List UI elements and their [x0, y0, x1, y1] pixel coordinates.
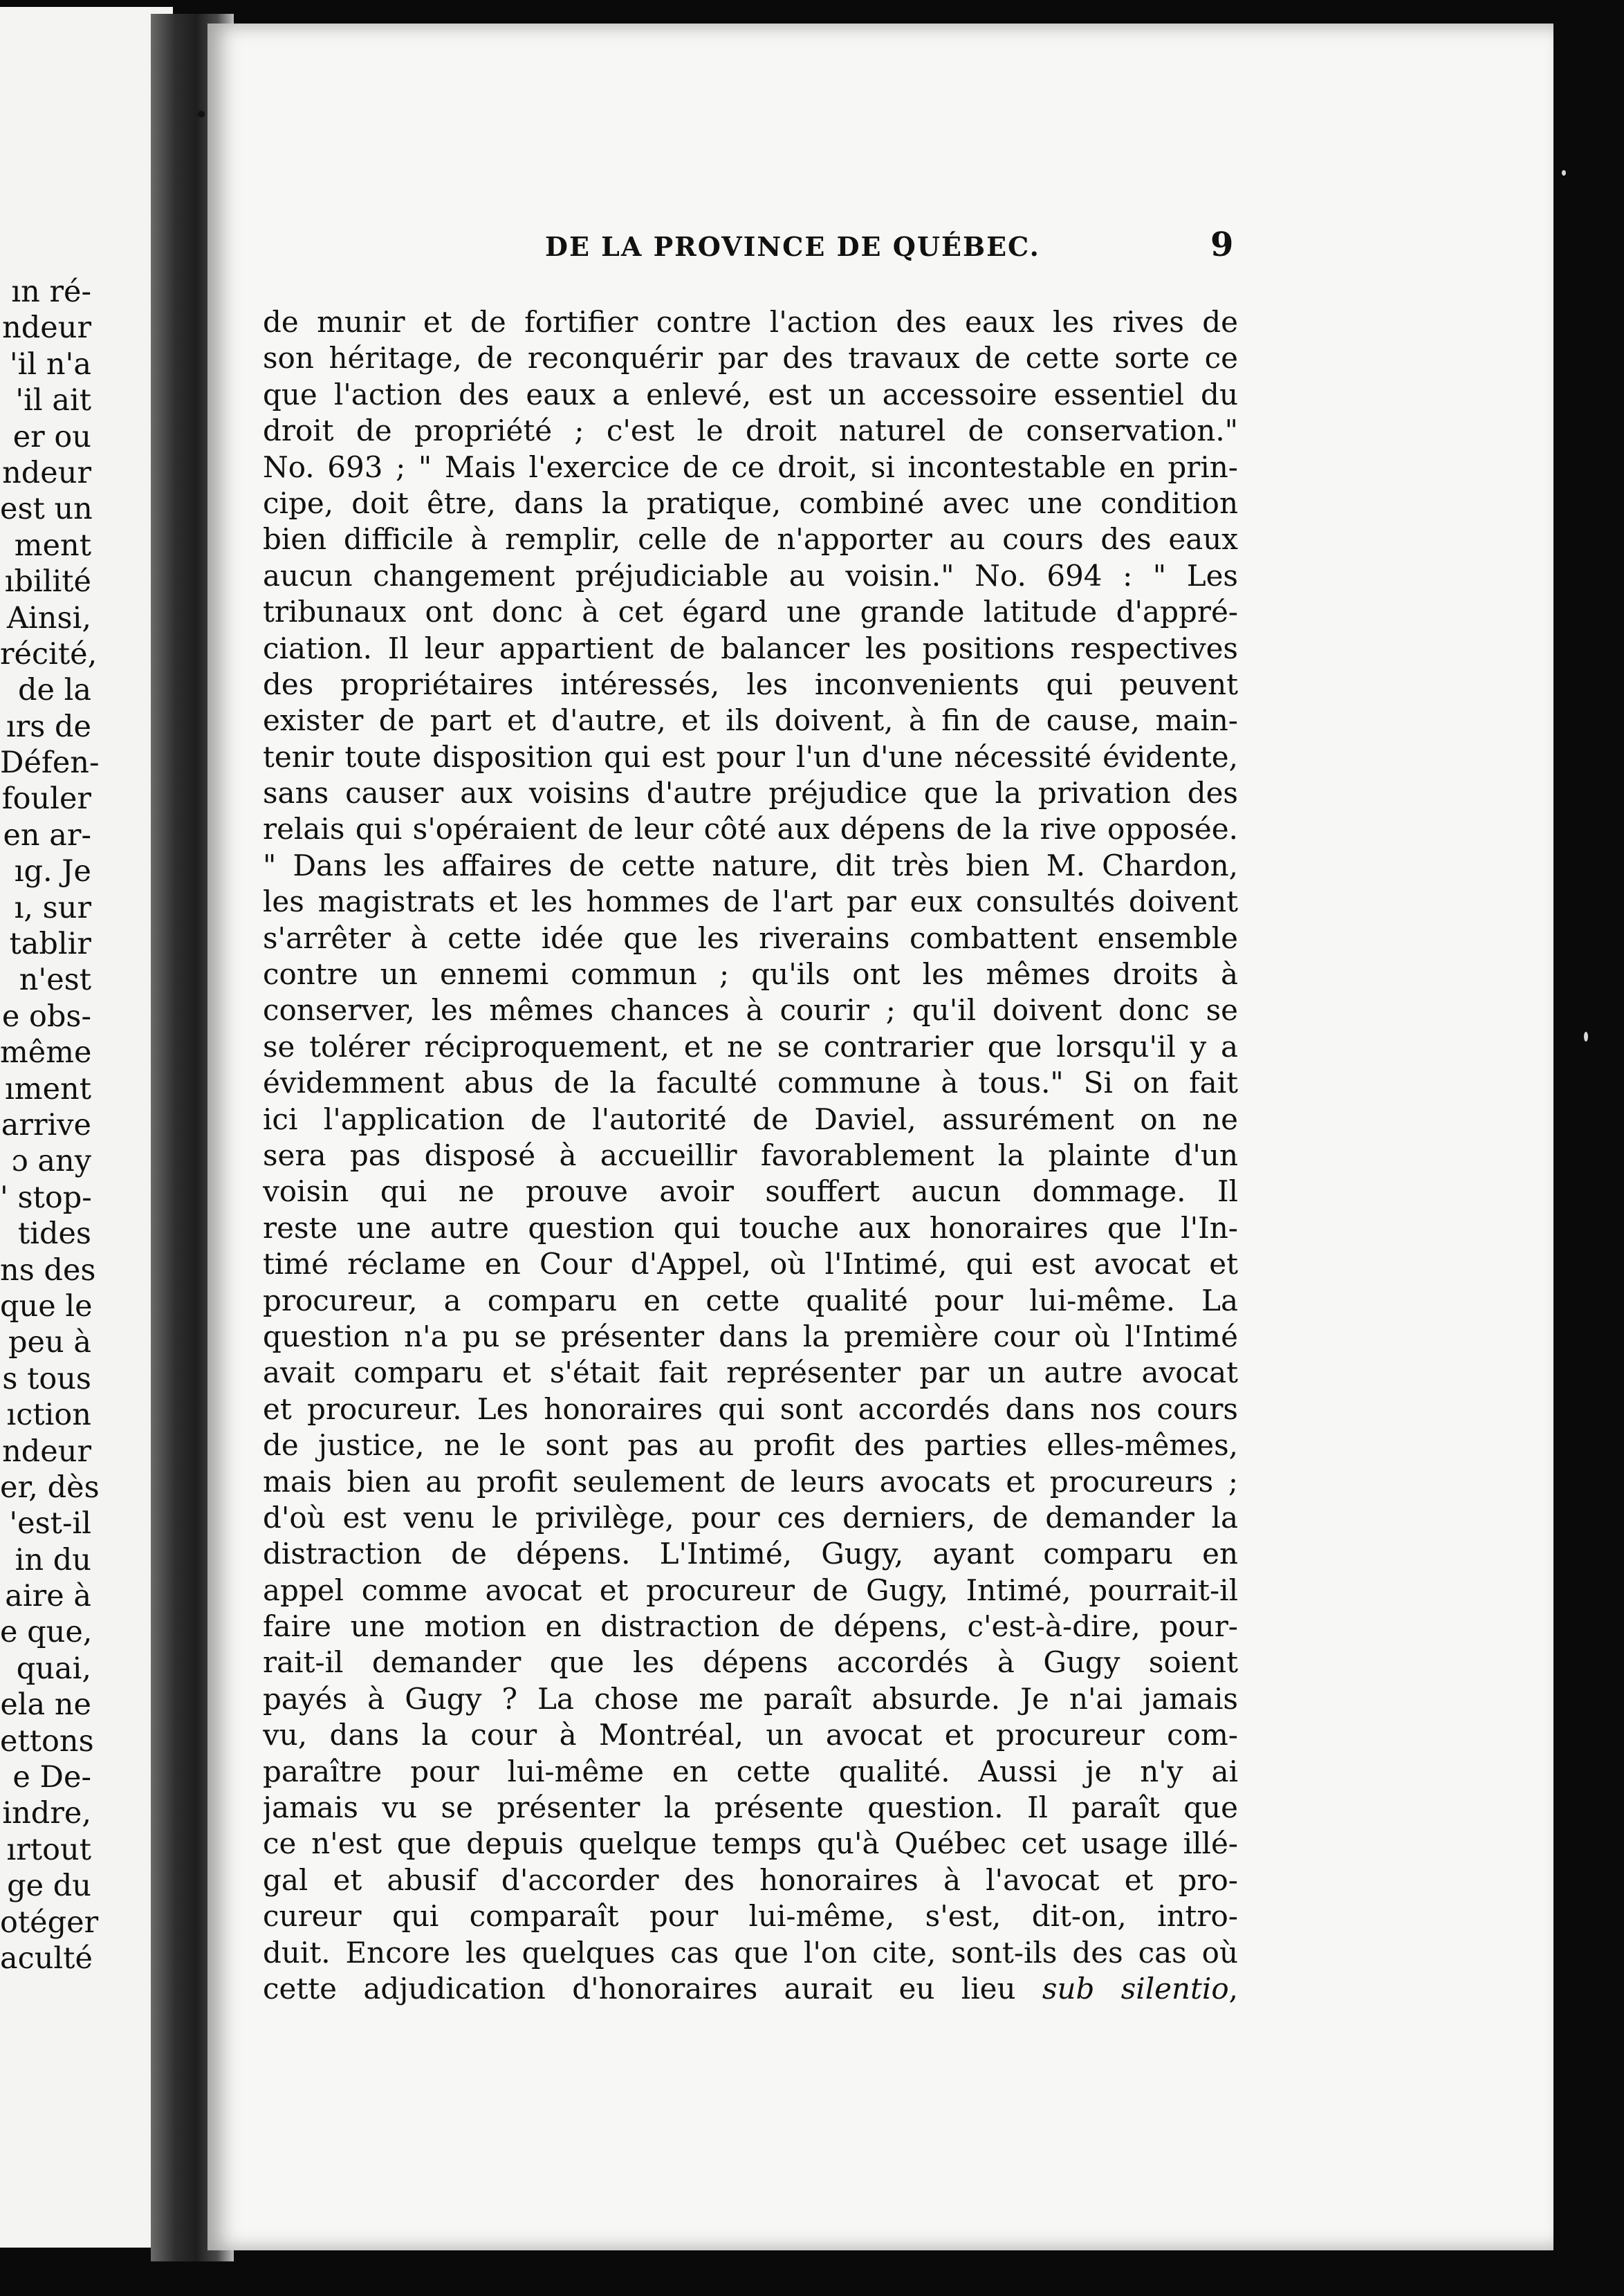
body-text-line: vu, dans la cour à Montréal, un avocat et procureur com-: [263, 1718, 1238, 1752]
left-page-line-text: n'est: [19, 963, 91, 998]
left-page-line: [0, 1107, 173, 1143]
left-page-line: [0, 491, 173, 527]
left-page-line: [0, 1361, 173, 1397]
body-text-line: paraître pour lui-même en cette qualité. Aussi je n'y ai: [263, 1754, 1238, 1788]
left-page-line: [0, 636, 173, 672]
body-text-line: duit. Encore les quelques cas que l'on cite, sont-ils des cas où: [263, 1935, 1238, 1970]
left-page-line: [0, 600, 173, 636]
left-page-line-text: ' stop-: [0, 1180, 92, 1215]
left-page-line: [0, 564, 173, 600]
body-text-line: droit de propriété ; c'est le droit naturel de conservation.": [263, 414, 1238, 448]
left-page-line-text: tides: [17, 1216, 91, 1252]
left-page-line: [0, 1252, 173, 1288]
body-text-line: de munir et de fortifier contre l'action des eaux les rives de: [263, 305, 1238, 339]
left-page-line: [0, 382, 173, 418]
left-page-line: [0, 709, 173, 745]
left-page-line: [0, 999, 173, 1035]
left-page-line: [0, 1434, 173, 1470]
left-page-line-text: même: [0, 1035, 92, 1071]
left-page-line-text: aculté: [0, 1941, 93, 1976]
body-text-line: gal et abusif d'accorder des honoraires à l'avocat et pro-: [263, 1862, 1238, 1897]
left-page-line-text: que le: [0, 1288, 93, 1324]
body-text-line: question n'a pu se présenter dans la première cour où l'Intimé: [263, 1319, 1238, 1353]
main-page: [207, 24, 1553, 2250]
body-text-line: mais bien au profit seulement de leurs avocats et procureurs ;: [263, 1464, 1238, 1499]
left-page-line-text: Ainsi,: [7, 600, 91, 636]
left-page-line: [0, 1651, 173, 1687]
left-page-line: [0, 1288, 173, 1324]
body-text-line: s'arrêter à cette idée que les riverains combattent ensemble: [263, 920, 1238, 955]
left-page-line: [0, 419, 173, 455]
body-text-line: contre un ennemi commun ; qu'ils ont les mêmes droits à: [263, 957, 1238, 992]
scan-dust-speck: [1584, 1032, 1588, 1041]
left-page-line-text: peu à: [8, 1325, 91, 1360]
left-page-line-text: ıg. Je: [14, 854, 91, 889]
left-page-line-text: er ou: [12, 419, 91, 454]
body-text-line: faire une motion en distraction de dépens, c'est-à-dire, pour-: [263, 1609, 1238, 1644]
body-text-line: les magistrats et les hommes de l'art par eux consultés doivent: [263, 885, 1238, 919]
left-page-line: [0, 1723, 173, 1759]
body-text-line: cipe, doit être, dans la pratique, combiné avec une condition: [263, 485, 1238, 520]
left-page-line: [0, 1759, 173, 1795]
running-head: [207, 225, 1553, 272]
body-text-line: tenir toute disposition qui est pour l'un d'une nécessité évidente,: [263, 739, 1238, 774]
body-text-line: bien difficile à remplir, celle de n'apporter au cours des eaux: [263, 522, 1238, 557]
body-text-line: procureur, a comparu en cette qualité pour lui-même. La: [263, 1283, 1238, 1317]
left-page-line: [0, 781, 173, 817]
left-page-line: [0, 1614, 173, 1650]
body-text-line: des propriétaires intéressés, les inconvenients qui peuvent: [263, 667, 1238, 701]
body-text-line: payés à Gugy ? La chose me paraît absurde. Je n'ai jamais: [263, 1681, 1238, 1716]
left-page-line: [0, 926, 173, 962]
left-page-line: [0, 1071, 173, 1107]
left-page-line: [0, 817, 173, 853]
body-text-line: se tolérer réciproquement, et ne se contrarier que lorsqu'il y a: [263, 1029, 1238, 1064]
left-page-line-text: indre,: [2, 1796, 91, 1831]
left-page-line-text: ndeur: [2, 311, 91, 346]
body-text-line: exister de part et d'autre, et ils doivent, à fin de cause, main-: [263, 703, 1238, 738]
left-page-line: [0, 1506, 173, 1542]
left-page-line-text: ın ré-: [11, 275, 91, 309]
body-text-line: conserver, les mêmes chances à courir ; qu'il doivent donc se: [263, 993, 1238, 1028]
left-page-line-text: ge du: [7, 1869, 91, 1904]
left-page-line: [0, 1143, 173, 1179]
left-page-line-text: en ar-: [3, 817, 91, 853]
left-facing-page: [0, 7, 173, 2248]
left-page-line: [0, 528, 173, 564]
body-text-line: ciation. Il leur appartient de balancer les positions respectives: [263, 631, 1238, 665]
scan-dust-speck: [198, 111, 205, 118]
left-page-line-text: récité,: [0, 636, 98, 672]
left-page-line-text: ndeur: [2, 455, 91, 490]
left-page-line: [0, 346, 173, 382]
left-page-text-fragments: [0, 274, 173, 1976]
page-number: 9: [1210, 225, 1234, 264]
left-page-line: [0, 745, 173, 781]
left-page-line-text: e que,: [0, 1615, 93, 1650]
left-page-line: [0, 672, 173, 708]
body-text-line: timé réclame en Cour d'Appel, où l'Intimé, qui est avocat et: [263, 1247, 1238, 1281]
body-text-line: son héritage, de reconquérir par des travaux de cette sorte ce: [263, 341, 1238, 376]
left-page-line-text: in du: [15, 1542, 91, 1577]
body-text-line: ici l'application de l'autorité de Daviel, assurément on ne: [263, 1102, 1238, 1136]
body-text-line: d'où est venu le privilège, pour ces derniers, de demander la: [263, 1500, 1238, 1535]
left-page-line-text: ıbilité: [4, 564, 91, 600]
left-page-line: [0, 1470, 173, 1506]
body-text-line: appel comme avocat et procureur de Gugy, Intimé, pourrait-il: [263, 1573, 1238, 1607]
left-page-line-text: ment: [14, 528, 91, 563]
left-page-line: [0, 1868, 173, 1904]
left-page-line-text: Défen-: [0, 746, 100, 781]
running-head-title: DE LA PROVINCE DE QUÉBEC.: [545, 231, 1040, 262]
left-page-line: [0, 962, 173, 998]
left-page-line: [0, 1687, 173, 1723]
body-text-line: distraction de dépens. L'Intimé, Gugy, ayant comparu en: [263, 1537, 1238, 1571]
left-page-line-text: de la: [17, 673, 91, 708]
body-text-line: que l'action des eaux a enlevé, est un accessoire essentiel du: [263, 377, 1238, 411]
left-page-line: [0, 1941, 173, 1976]
left-page-line: [0, 1578, 173, 1614]
scan-dust-speck: [1562, 170, 1566, 176]
left-page-line-text: er, dès: [0, 1470, 100, 1505]
left-page-line: [0, 1216, 173, 1252]
left-page-line: [0, 455, 173, 491]
body-text: [263, 304, 1238, 2007]
latin-phrase: sub silentio: [1042, 1971, 1229, 2006]
left-page-line-text: 'est-il: [9, 1506, 91, 1542]
left-page-line-text: ndeur: [2, 1434, 91, 1469]
left-page-line-text: ıment: [5, 1071, 91, 1107]
left-page-line-text: ı, sur: [14, 890, 91, 925]
left-page-line-text: e De-: [12, 1760, 91, 1795]
left-page-line-text: 'il n'a: [9, 346, 91, 382]
left-page-line: [0, 890, 173, 926]
left-page-line: [0, 1035, 173, 1071]
body-text-line: No. 693 ; " Mais l'exercice de ce droit, si incontestable en prin-: [263, 450, 1238, 484]
left-page-line: [0, 1397, 173, 1433]
left-page-line: [0, 1324, 173, 1360]
left-page-line-text: s tous: [2, 1361, 91, 1396]
left-page-line: [0, 310, 173, 346]
left-page-line-text: ırs de: [6, 709, 91, 744]
left-page-line: [0, 1832, 173, 1868]
left-page-line: [0, 1905, 173, 1941]
left-page-line-text: fouler: [1, 781, 91, 817]
left-page-line-text: ırtout: [6, 1832, 91, 1867]
left-page-line-text: otéger: [0, 1905, 99, 1940]
left-page-line-text: ns des: [0, 1252, 96, 1288]
left-page-line-text: tablir: [9, 927, 91, 962]
left-page-line-text: e obs-: [1, 999, 91, 1034]
left-page-line-text: arrive: [1, 1107, 91, 1142]
body-text-line: reste une autre question qui touche aux honoraires que l'In-: [263, 1210, 1238, 1245]
left-page-line-text: 'il ait: [15, 383, 91, 418]
body-text-line: et procureur. Les honoraires qui sont accordés dans nos cours: [263, 1391, 1238, 1426]
body-text-line: jamais vu se présenter la présente question. Il paraît que: [263, 1790, 1238, 1825]
body-text-line: aucun changement préjudiciable au voisin." No. 694 : " Les: [263, 558, 1238, 593]
body-text-line: rait-il demander que les dépens accordés à Gugy soient: [263, 1645, 1238, 1680]
body-text-line: tribunaux ont donc à cet égard une grande latitude d'appré-: [263, 595, 1238, 629]
body-text-line: avait comparu et s'était fait représenter par un autre avocat: [263, 1355, 1238, 1390]
left-page-line: [0, 1180, 173, 1216]
body-text-line: cette adjudication d'honoraires aurait eu lieu sub silentio,: [263, 1971, 1238, 2006]
body-text-line: ce n'est que depuis quelque temps qu'à Québec cet usage illé-: [263, 1826, 1238, 1861]
left-page-line-text: aire à: [5, 1579, 91, 1614]
body-text-line: évidemment abus de la faculté commune à tous." Si on fait: [263, 1066, 1238, 1100]
body-text-line: sera pas disposé à accueillir favorablement la plainte d'un: [263, 1138, 1238, 1172]
left-page-line-text: ela ne: [0, 1687, 91, 1723]
body-text-line: relais qui s'opéraient de leur côté aux dépens de la rive opposée.: [263, 812, 1238, 846]
body-text-line: sans causer aux voisins d'autre préjudice que la privation des: [263, 776, 1238, 811]
left-page-line: [0, 274, 173, 310]
body-text-line: voisin qui ne prouve avoir souffert aucun dommage. Il: [263, 1174, 1238, 1209]
left-page-line: [0, 1795, 173, 1831]
left-page-line-text: ɔ any: [11, 1144, 91, 1179]
left-page-line: [0, 1542, 173, 1578]
left-page-line-text: est un: [0, 492, 93, 527]
body-text-line: " Dans les affaires de cette nature, dit très bien M. Chardon,: [263, 848, 1238, 882]
left-page-line-text: ettons: [0, 1723, 94, 1759]
left-page-line-text: ıction: [6, 1398, 91, 1433]
left-page-line: [0, 853, 173, 889]
left-page-line-text: quai,: [16, 1651, 91, 1686]
body-text-line: de justice, ne le sont pas au profit des parties elles-mêmes,: [263, 1428, 1238, 1463]
body-text-line: cureur qui comparaît pour lui-même, s'est, dit-on, intro-: [263, 1899, 1238, 1934]
